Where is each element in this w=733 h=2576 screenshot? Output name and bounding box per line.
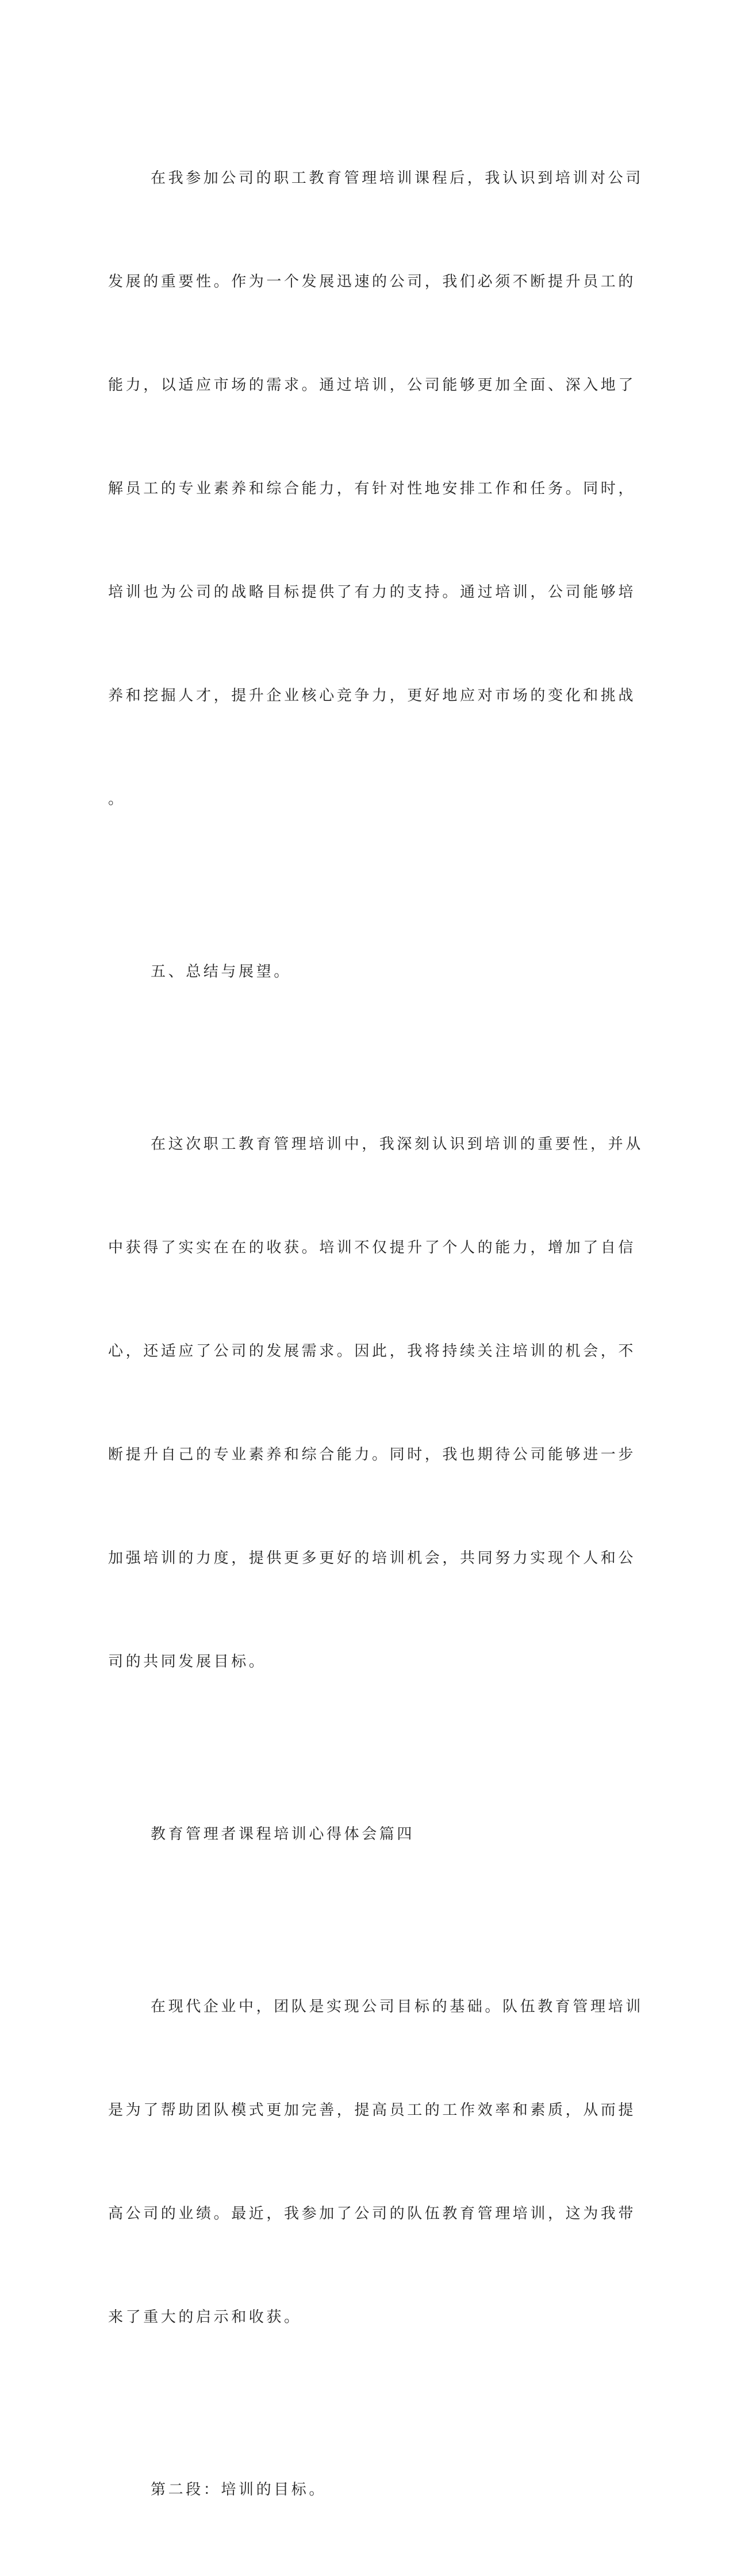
text-line: 断提升自己的专业素养和综合能力。同时，我也期待公司能够进一步	[108, 1446, 636, 1463]
text-line: 养和挖掘人才，提升企业核心竞争力，更好地应对市场的变化和挑战	[108, 687, 636, 704]
paragraph-team-training	[108, 1920, 643, 2404]
title-line: 教育管理者课程培训心得体会篇四	[151, 1826, 415, 1843]
section-heading-goals	[108, 2404, 614, 2576]
text-line: 心，还适应了公司的发展需求。因此，我将持续关注培训的机会，不	[108, 1343, 636, 1360]
text-line: 在这次职工教育管理培训中，我深刻认识到培训的重要性，并从	[151, 1136, 643, 1153]
text-line: 发展的重要性。作为一个发展迅速的公司，我们必须不断提升员工的	[108, 273, 636, 290]
text-line: 在我参加公司的职工教育管理培训课程后，我认识到培训对公司	[151, 170, 643, 187]
heading-line: 第二段：培训的目标。	[151, 2481, 327, 2498]
text-line: 高公司的业绩。最近，我参加了公司的队伍教育管理培训，这为我带	[108, 2205, 636, 2222]
paragraph-training-importance	[108, 92, 643, 885]
text-line: 是为了帮助团队模式更加完善，提高员工的工作效率和素质，从而提	[108, 2102, 636, 2119]
text-line: 解员工的专业素养和综合能力，有针对性地安排工作和任务。同时，	[108, 480, 636, 497]
article-title	[108, 1748, 614, 1920]
text-line: 来了重大的启示和收获。	[108, 2309, 302, 2326]
text-line: 中获得了实实在在的收获。培训不仅提升了个人的能力，增加了自信	[108, 1239, 636, 1256]
section-heading-summary	[108, 885, 614, 1058]
heading-line: 五、总结与展望。	[151, 963, 291, 980]
text-line: 能力，以适应市场的需求。通过培训，公司能够更加全面、深入地了	[108, 377, 636, 394]
paragraph-summary	[108, 1058, 643, 1748]
text-line: 加强培训的力度，提供更多更好的培训机会，共同努力实现个人和公	[108, 1550, 636, 1567]
document-body	[108, 92, 643, 2576]
text-line: 在现代企业中，团队是实现公司目标的基础。队伍教育管理培训	[151, 1998, 643, 2015]
text-line: 司的共同发展目标。	[108, 1653, 267, 1670]
text-line: 培训也为公司的战略目标提供了有力的支持。通过培训，公司能够培	[108, 584, 636, 601]
text-line: 。	[108, 791, 126, 808]
